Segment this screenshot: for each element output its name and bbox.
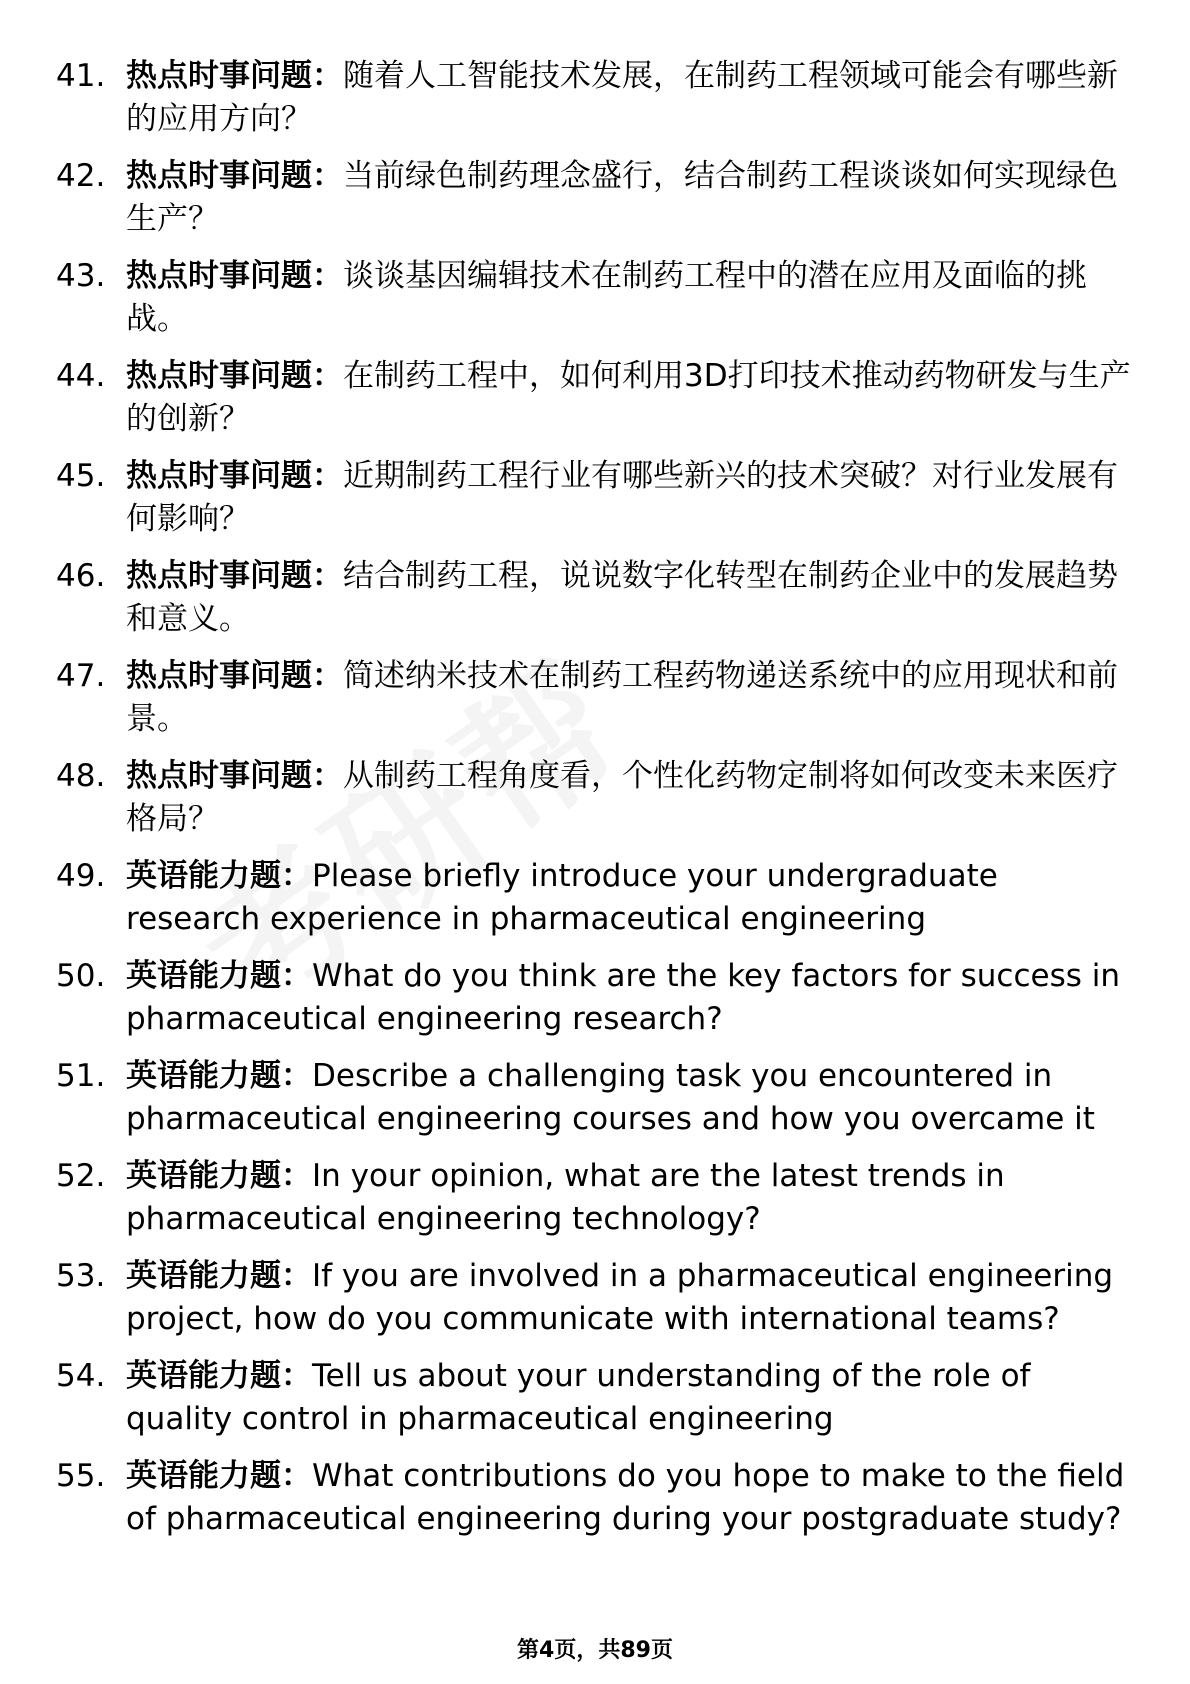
question-text: What do you think are the key factors for success in pharmaceutical engineering research? bbox=[126, 958, 1120, 1037]
question-item bbox=[56, 155, 1136, 241]
question-text: In your opinion, what are the latest trends in pharmaceutical engineering technology? bbox=[126, 1158, 1005, 1237]
question-number: 53. bbox=[56, 1258, 106, 1294]
question-number: 51. bbox=[56, 1058, 106, 1094]
question-text: 结合制药工程，说说数字化转型在制药企业中的发展趋势和意义。 bbox=[126, 558, 1118, 637]
question-item bbox=[56, 1455, 1136, 1541]
question-item bbox=[56, 1255, 1136, 1341]
question-category: 热点时事问题： bbox=[126, 458, 343, 494]
question-number: 54. bbox=[56, 1358, 106, 1394]
question-number: 55. bbox=[56, 1458, 106, 1494]
question-category: 热点时事问题： bbox=[126, 358, 343, 394]
question-item bbox=[56, 255, 1136, 341]
question-item bbox=[56, 355, 1136, 441]
question-category: 英语能力题： bbox=[126, 858, 312, 894]
question-category: 热点时事问题： bbox=[126, 658, 343, 694]
question-text: Please briefly introduce your undergraduate research experience in pharmaceutical engineering bbox=[126, 858, 998, 937]
question-item bbox=[56, 755, 1136, 841]
question-text: 简述纳米技术在制药工程药物递送系统中的应用现状和前景。 bbox=[126, 658, 1118, 737]
question-number: 45. bbox=[56, 458, 106, 494]
question-text: 谈谈基因编辑技术在制药工程中的潜在应用及面临的挑战。 bbox=[126, 258, 1087, 337]
question-category: 英语能力题： bbox=[126, 958, 312, 994]
question-number: 49. bbox=[56, 858, 106, 894]
question-number: 41. bbox=[56, 58, 106, 94]
question-category: 热点时事问题： bbox=[126, 758, 343, 794]
question-text: If you are involved in a pharmaceutical engineering project, how do you communicate with international teams? bbox=[126, 1258, 1114, 1337]
question-number: 52. bbox=[56, 1158, 106, 1194]
question-number: 50. bbox=[56, 958, 106, 994]
question-number: 43. bbox=[56, 258, 106, 294]
question-category: 热点时事问题： bbox=[126, 558, 343, 594]
question-list bbox=[56, 55, 1136, 1555]
question-item bbox=[56, 955, 1136, 1041]
question-text: 随着人工智能技术发展，在制药工程领域可能会有哪些新的应用方向？ bbox=[126, 58, 1118, 137]
question-number: 46. bbox=[56, 558, 106, 594]
question-item bbox=[56, 1355, 1136, 1441]
question-category: 热点时事问题： bbox=[126, 58, 343, 94]
question-number: 47. bbox=[56, 658, 106, 694]
question-category: 英语能力题： bbox=[126, 1158, 312, 1194]
question-item bbox=[56, 855, 1136, 941]
question-text: What contributions do you hope to make to the field of pharmaceutical engineering during your postgraduate study? bbox=[126, 1458, 1125, 1537]
question-text: Tell us about your understanding of the role of quality control in pharmaceutical engineering bbox=[126, 1358, 1031, 1437]
page-number: 第4页，共89页 bbox=[517, 1638, 673, 1663]
question-category: 热点时事问题： bbox=[126, 258, 343, 294]
question-item bbox=[56, 455, 1136, 541]
question-item bbox=[56, 555, 1136, 641]
question-category: 英语能力题： bbox=[126, 1458, 312, 1494]
question-category: 英语能力题： bbox=[126, 1258, 312, 1294]
question-item bbox=[56, 655, 1136, 741]
question-text: 从制药工程角度看，个性化药物定制将如何改变未来医疗格局？ bbox=[126, 758, 1118, 837]
question-number: 42. bbox=[56, 158, 106, 194]
question-category: 英语能力题： bbox=[126, 1058, 312, 1094]
question-number: 44. bbox=[56, 358, 106, 394]
question-item bbox=[56, 1155, 1136, 1241]
question-item bbox=[56, 1055, 1136, 1141]
question-text: 在制药工程中，如何利用3D打印技术推动药物研发与生产的创新？ bbox=[126, 358, 1131, 437]
question-number: 48. bbox=[56, 758, 106, 794]
question-category: 热点时事问题： bbox=[126, 158, 343, 194]
question-category: 英语能力题： bbox=[126, 1358, 312, 1394]
question-text: 当前绿色制药理念盛行，结合制药工程谈谈如何实现绿色生产？ bbox=[126, 158, 1118, 237]
question-text: 近期制药工程行业有哪些新兴的技术突破？对行业发展有何影响？ bbox=[126, 458, 1118, 537]
question-text: Describe a challenging task you encountered in pharmaceutical engineering courses and how you overcame it bbox=[126, 1058, 1095, 1137]
question-item bbox=[56, 55, 1136, 141]
